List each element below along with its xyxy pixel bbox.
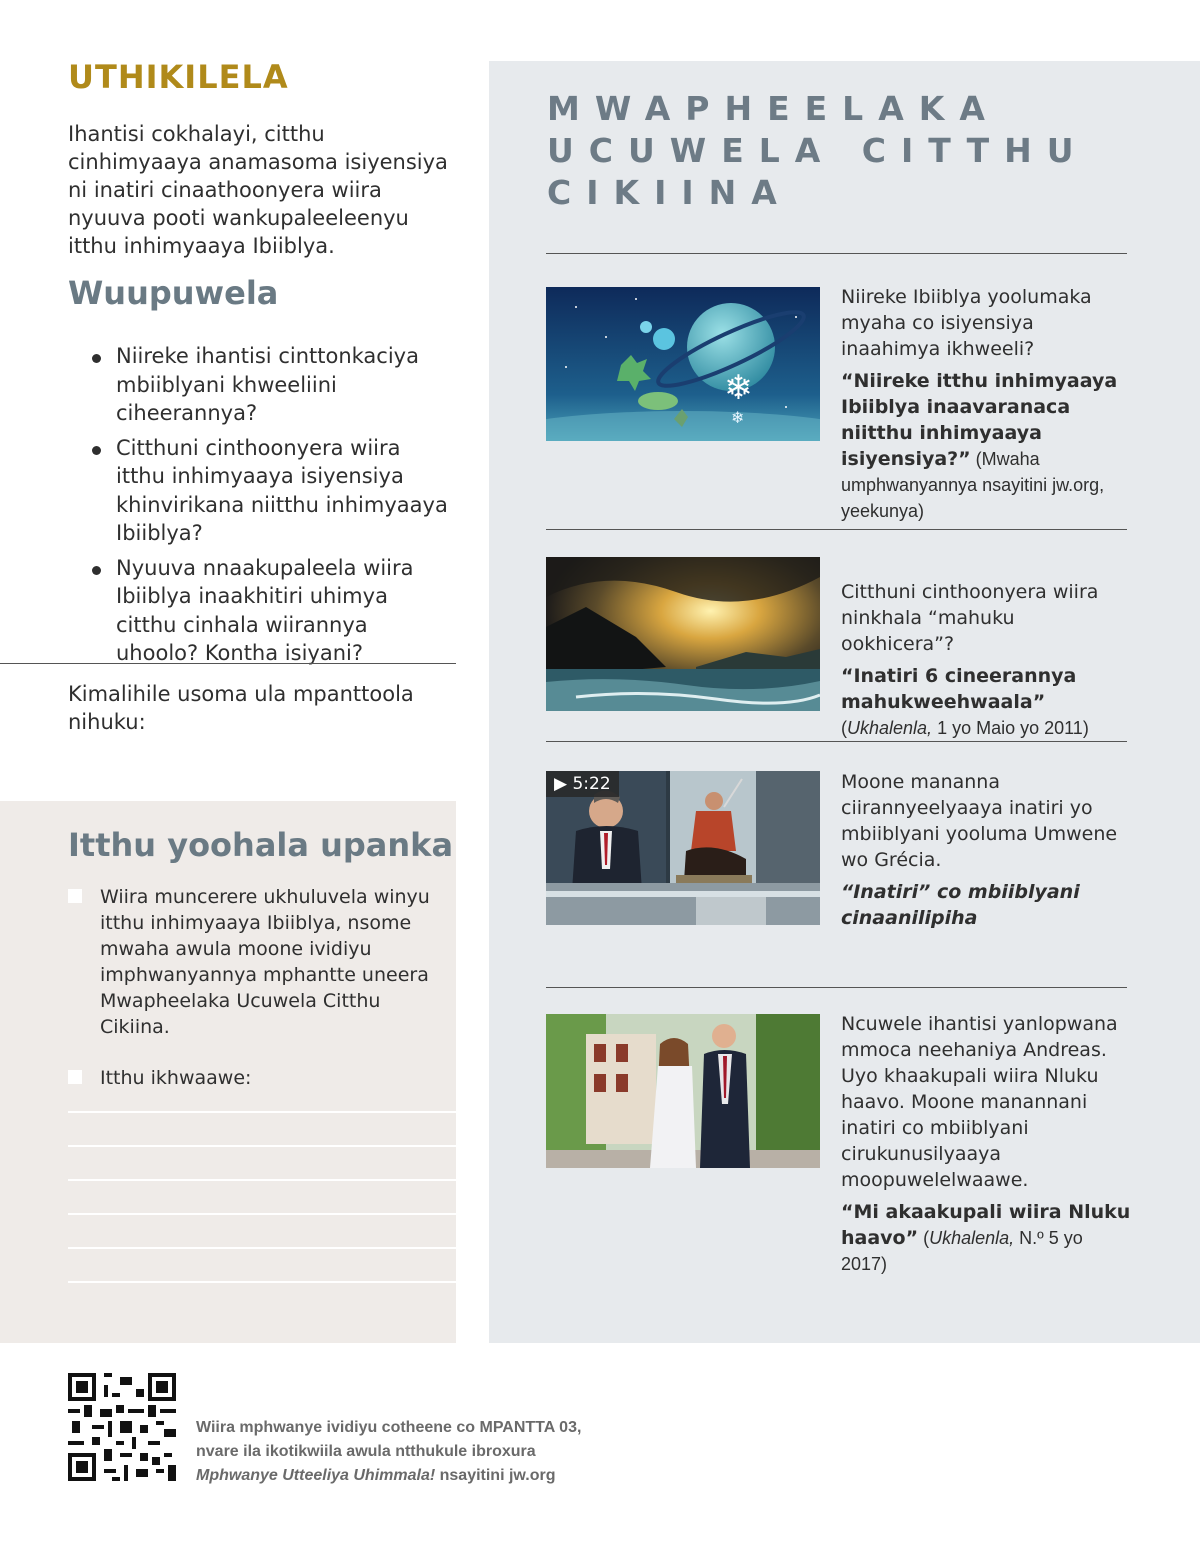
consider-title: Wuupuwela	[68, 274, 279, 312]
summary-title: UTHIKILELA	[68, 58, 289, 96]
consider-questions	[92, 342, 452, 674]
section-divider	[546, 529, 1127, 530]
section-divider	[546, 741, 1127, 742]
planet-thumbnail[interactable]	[546, 287, 820, 441]
checkbox[interactable]	[68, 1070, 82, 1084]
video-thumbnail[interactable]	[546, 771, 820, 925]
bullet-icon	[92, 446, 101, 455]
resource-link[interactable]: “Niireke itthu inhimyaaya Ibiiblya inaavaranaca niitthu inhimyaaya isiyensiya?”	[841, 370, 1118, 470]
resource-item	[841, 284, 1131, 524]
question-item: Niireke ihantisi cinttonkaciya mbiiblyani khweeliini ciheerannya?	[92, 342, 452, 428]
resource-question: Moone mananna ciirannyeelyaaya inatiri yo mbiiblyani yooluma Umwene wo Grécia.	[841, 771, 1118, 871]
footer-note: Wiira mphwanye ividiyu cotheene co MPANTTA 03, nvare ila ikotikwiila awula ntthukule ibroxura Mphwanye Utteeliya Uhimmala! nsayitini jw.org	[196, 1419, 582, 1484]
resource-link[interactable]: “Mi akaakupali wiira Nluku haavo”	[841, 1201, 1131, 1249]
goal-item: Wiira muncerere ukhuluvela winyu itthu inhimyaaya Ibiiblya, nsome mwaha awula moone ividiyu imphwanyannya mphantte uneera Mwapheelaka Ucuwela Citthu Cikiina.	[68, 884, 438, 1040]
storm-thumbnail[interactable]	[546, 557, 820, 711]
bullet-icon	[92, 566, 101, 575]
checkbox[interactable]	[68, 889, 82, 903]
section-divider	[546, 253, 1127, 254]
writing-line[interactable]	[68, 1213, 456, 1215]
writing-line[interactable]	[68, 1145, 456, 1147]
video-duration-badge: ▶ 5:22	[546, 771, 619, 797]
completion-note: Kimalihile usoma ula mpanttoola nihuku:	[68, 682, 414, 734]
resource-link[interactable]: “Inatiri” co mbiiblyani cinaanilipiha	[841, 881, 1080, 929]
resource-link[interactable]: “Inatiri 6 cineerannya mahukweehwaala”	[841, 665, 1077, 713]
goal-title: Itthu yoohala upanka	[68, 826, 454, 864]
couple-thumbnail[interactable]	[546, 1014, 820, 1168]
resource-source: (Ukhalenla, N.º 5 yo 2017)	[841, 1228, 1083, 1274]
resource-item	[841, 1011, 1131, 1277]
writing-line[interactable]	[68, 1179, 456, 1181]
question-item: Nyuuva nnaakupaleela wiira Ibiiblya inaakhitiri uhimya citthu cinhala wiirannya uhoolo? Kontha isiyani?	[92, 554, 452, 668]
svg-text:❄: ❄	[724, 368, 753, 408]
writing-line[interactable]	[68, 1281, 456, 1283]
resource-question: Ncuwele ihantisi yanlopwana mmoca neehaniya Andreas. Uyo khaakupali wiira Nluku haavo. Moone manannani inatiri co mbiiblyani cirukunusilyaaya moopuwelelwaawe.	[841, 1013, 1118, 1191]
writing-line[interactable]	[68, 1247, 456, 1249]
writing-line[interactable]	[68, 1111, 456, 1113]
svg-text:❄: ❄	[731, 408, 745, 427]
resource-item	[841, 769, 1131, 931]
section-divider	[0, 663, 456, 664]
planet-illustration	[546, 287, 820, 441]
resource-source: (Ukhalenla, 1 yo Maio yo 2011)	[841, 718, 1089, 738]
resource-item	[841, 579, 1131, 741]
couple-walking-image	[546, 1014, 820, 1168]
bullet-icon	[92, 354, 101, 363]
resource-source: (Mwaha umphwanyannya nsayitini jw.org, yeekunya)	[841, 449, 1105, 521]
storm-landscape-image	[546, 557, 820, 711]
explore-title: MWAPHEELAKA UCUWELA CITTHU CIKIINA	[547, 89, 1089, 212]
qr-code-icon[interactable]	[68, 1373, 176, 1481]
goal-item: Itthu ikhwaawe:	[68, 1065, 438, 1091]
question-item: Citthuni cinthoonyera wiira itthu inhimyaaya isiyensiya khinvirikana niitthu inhimyaaya Ibiiblya?	[92, 434, 452, 548]
section-divider	[546, 987, 1127, 988]
summary-text: Ihantisi cokhalayi, citthu cinhimyaaya anamasoma isiyensiya ni inatiri cinaathoonyera wiira nyuuva pooti wankupaleeleenyu itthu inhimyaaya Ibiiblya.	[68, 122, 448, 258]
resource-question: Niireke Ibiiblya yoolumaka myaha co isiyensiya inaahimya ikhweeli?	[841, 286, 1092, 360]
resource-question: Citthuni cinthoonyera wiira ninkhala “mahuku ookhicera”?	[841, 581, 1099, 655]
